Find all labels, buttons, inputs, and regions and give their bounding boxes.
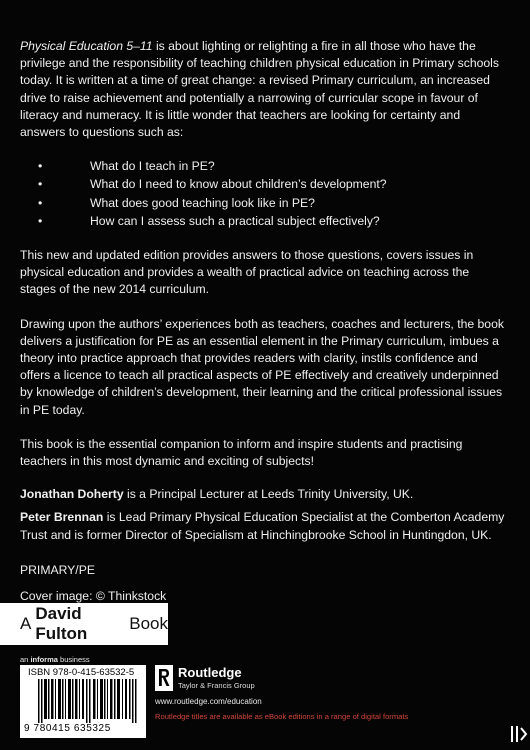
routledge-logo-icon	[155, 665, 173, 691]
informa-business-line: an informa business	[20, 655, 90, 664]
bullet-icon: •	[38, 159, 43, 174]
back-cover-text	[20, 38, 508, 605]
bullet-icon: •	[38, 213, 43, 228]
intro-paragraph	[20, 38, 508, 141]
author-bio: Peter Brennan is Lead Primary Physical Education Specialist at the Comberton Academy Trust and is former Director of Specialism at Hinchingbrooke School in Huntingdon, UK.	[20, 510, 505, 542]
list-item: • What do I teach in PE?	[20, 157, 508, 175]
barcode-number: 9 780415 635325	[24, 723, 111, 734]
ebook-note: Routledge titles are available as eBook editions in a range of digital formats	[155, 712, 409, 721]
author-name: Jonathan Doherty	[20, 487, 124, 502]
edition-paragraph: This new and updated edition provides answers to those questions, covers issues in physical education and provides a wealth of practical advice on teaching across the stages of the new 2014 curriculum.	[20, 248, 474, 297]
list-item: • How can I assess such a practical subject effectively?	[20, 212, 508, 230]
companion-paragraph: This book is the essential companion to inform and inspire students and practising teachers in this most dynamic and exciting of subjects!	[20, 436, 463, 469]
bullet-icon: •	[38, 177, 43, 192]
author-bios	[20, 486, 508, 544]
list-item: • What do I need to know about children’s development?	[20, 175, 508, 193]
list-item: • What does good teaching look like in PE?	[20, 194, 508, 212]
author-name: Peter Brennan	[20, 510, 104, 525]
barcode-icon	[38, 679, 138, 723]
bullet-icon: •	[38, 195, 43, 210]
isbn-label: ISBN 978-0-415-63532-5	[28, 667, 135, 678]
publisher-group: Taylor & Francis Group	[178, 681, 255, 690]
publisher-url: www.routledge.com/education	[155, 697, 262, 706]
imprint-name: David Fulton	[35, 604, 88, 643]
book-title: Physical Education 5–11	[20, 39, 153, 53]
spine-mark-icon	[508, 724, 528, 744]
publisher-name: Routledge	[178, 665, 242, 680]
cover-credit: Cover image: © Thinkstock	[20, 589, 167, 604]
question-list	[20, 157, 508, 230]
author-bio: Jonathan Doherty is a Principal Lecturer at Leeds Trinity University, UK.	[20, 487, 414, 502]
imprint-logo: A David Fulton Book	[0, 603, 168, 645]
intro-text: is about lighting or relighting a fire in all those who have the privilege and the responsibility of teaching children physical education in Primary schools today. It is written at a time of great change: a revised Primary curriculum, an increased drive to raise achievement and potentially a narrowing of curricular scope in favour of literacy and numeracy. It is little wonder that teachers are looking for certainty and answers to questions such as:	[20, 39, 499, 140]
barcode-panel	[20, 665, 146, 738]
subject-category: PRIMARY/PE	[20, 562, 95, 577]
justification-paragraph: Drawing upon the authors’ experiences both as teachers, coaches and lecturers, the book delivers a justification for PE as an essential element in the Primary curriculum, imbues a theory into practice approach that provides readers with clarity, instils confidence and offers a licence to teach all practical aspects of PE effectively and creatively underpinned by knowledge of children’s development, their learning and the critical professional issues in PE today.	[20, 316, 504, 417]
